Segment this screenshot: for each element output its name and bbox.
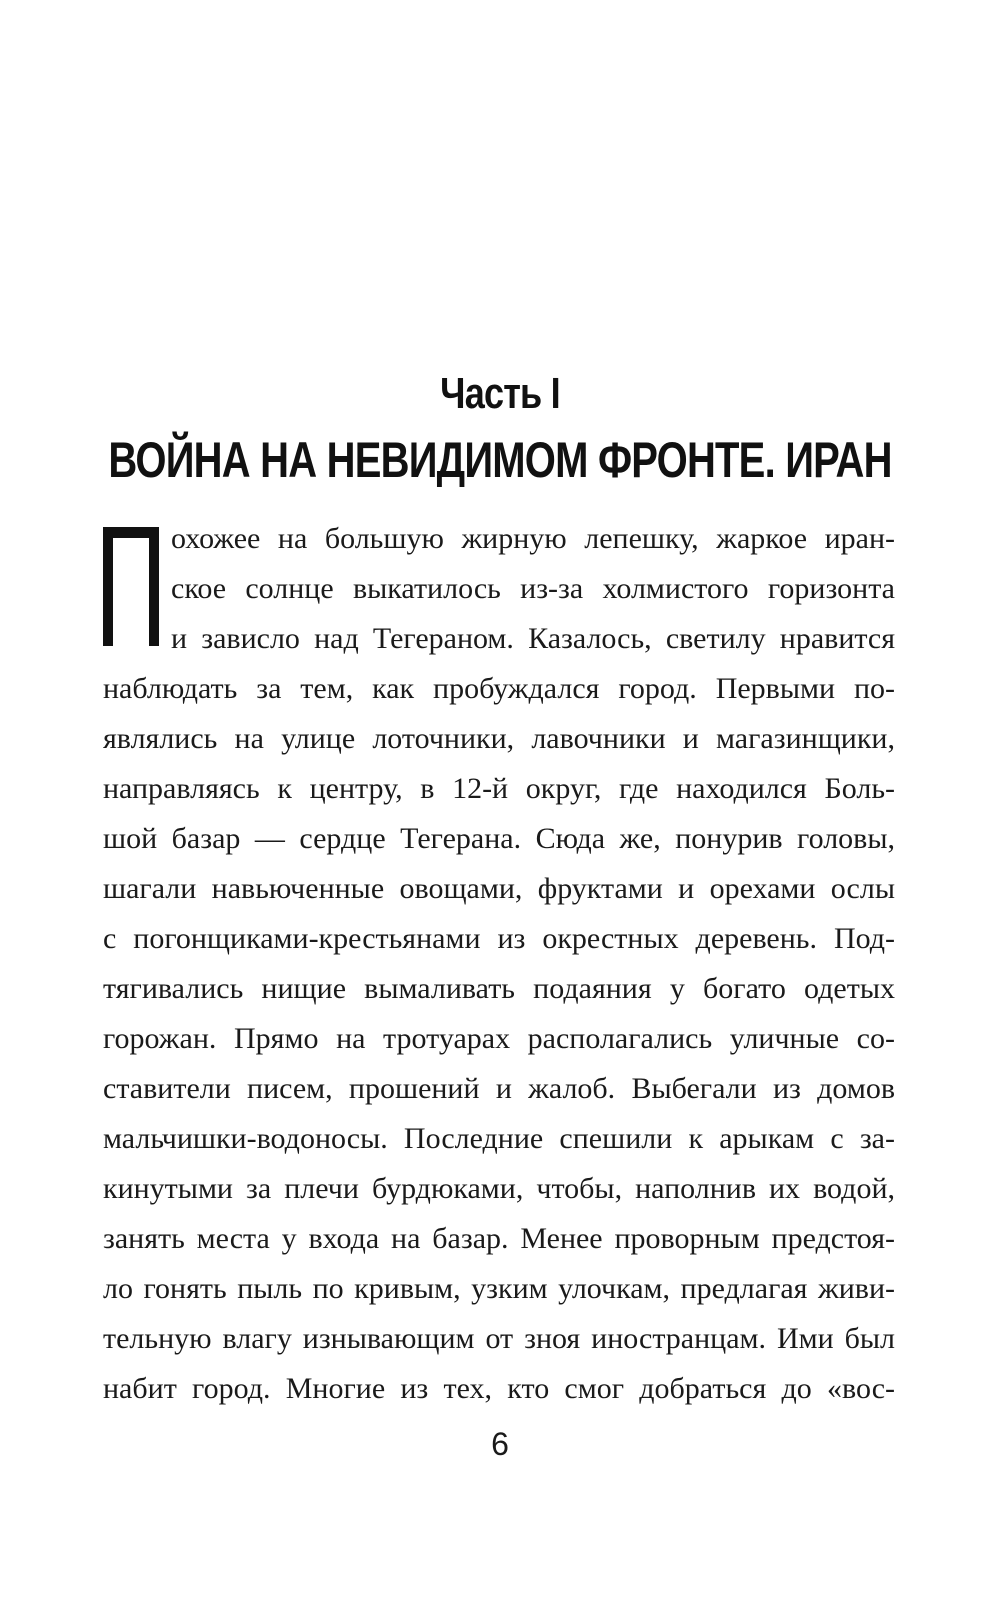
page-number: 6 [491, 1426, 509, 1462]
text-line: наблюдать за тем, как пробуждался город. Первыми по- [103, 672, 895, 705]
body-paragraph [103, 514, 895, 1414]
text-line: с погонщиками-крестьянами из окрестных деревень. Под- [103, 922, 895, 955]
text-line: горожан. Прямо на тротуарах располагались уличные со- [103, 1022, 895, 1055]
text-line: ставители писем, прошений и жалоб. Выбегали из домов [103, 1072, 895, 1105]
text-line: мальчишки-водоносы. Последние спешили к арыкам с за- [103, 1122, 895, 1155]
text-line: и зависло над Тегераном. Казалось, светилу нравится [171, 622, 895, 655]
text-line: тельную влагу изнывающим от зноя иностранцам. Ими был [103, 1322, 895, 1355]
text-line: являлись на улице лоточники, лавочники и магазинщики, [103, 722, 895, 755]
text-line: ское солнце выкатилось из-за холмистого горизонта [171, 572, 895, 605]
text-line: ло гонять пыль по кривым, узким улочкам, предлагая живи- [103, 1272, 895, 1305]
text-line: шой базар — сердце Тегерана. Сюда же, понурив головы, [103, 822, 895, 855]
part-title: Часть I [440, 369, 560, 418]
text-line: кинутыми за плечи бурдюками, чтобы, наполнив их водой, [103, 1172, 895, 1205]
text-line: охожее на большую жирную лепешку, жаркое иран- [171, 522, 895, 555]
text-line: занять места у входа на базар. Менее проворным предстоя- [103, 1222, 895, 1255]
text-line: тягивались нищие вымаливать подаяния у богато одетых [103, 972, 895, 1005]
text-line: набит город. Многие из тех, кто смог добраться до «вос- [103, 1372, 895, 1405]
section-title: ВОЙНА НА НЕВИДИМОМ ФРОНТЕ. ИРАН [108, 432, 892, 488]
text-line: шагали навьюченные овощами, фруктами и орехами ослы [103, 872, 895, 905]
text-line: направляясь к центру, в 12-й округ, где находился Боль- [103, 772, 895, 805]
